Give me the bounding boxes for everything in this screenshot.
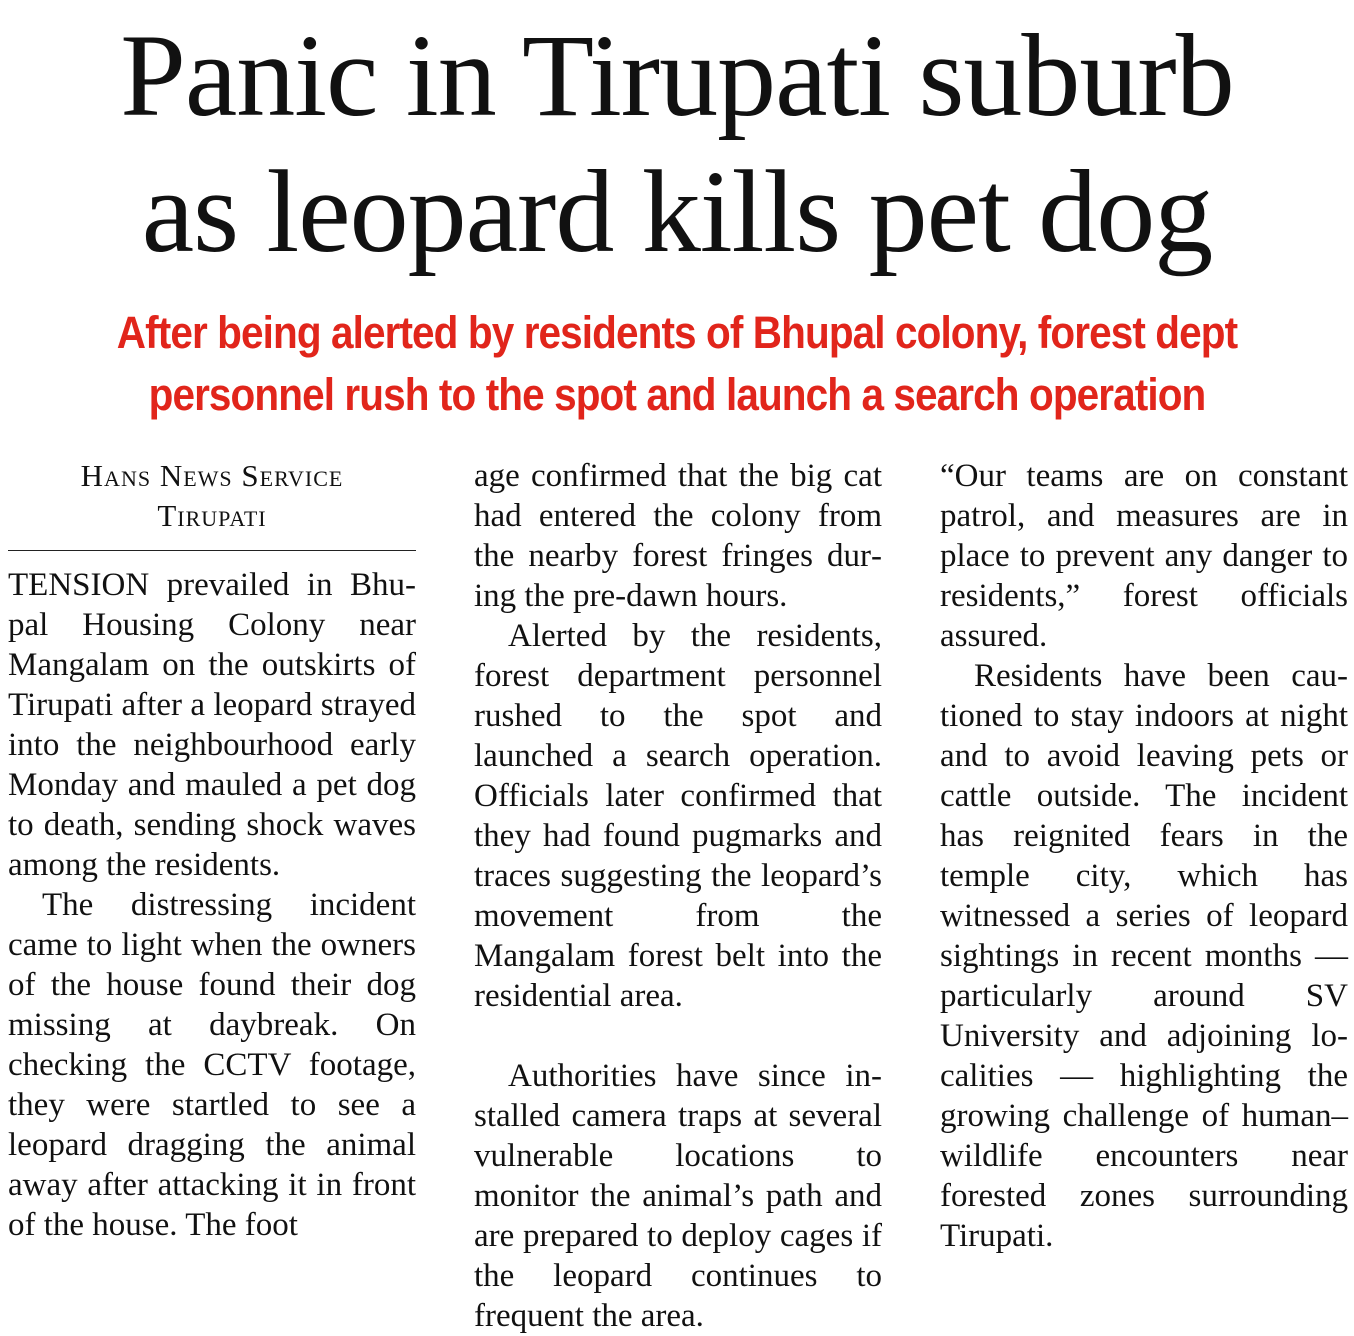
byline-divider: [8, 550, 416, 551]
paragraph-5: Residents have been cautioned to stay indoors at night and to avoid leaving pets or cattle outside. The incident has reignited fears in the temple city, which has witnessed a series of leopard sightings in recent months — particularly around SV University and adjoining localities — highlighting the growing challenge of human–wildlife encounters near forested zones surrounding Tirupati.: [940, 658, 1348, 1254]
article-column-3: [940, 456, 1348, 1256]
subheadline-line-2: personnel rush to the spot and launch a search operation: [148, 369, 1206, 420]
headline-line-2: as leopard kills pet dog: [141, 146, 1213, 277]
headline-line-1: Panic in Tirupati suburb: [120, 10, 1234, 141]
article-column-1: [8, 456, 416, 1245]
paragraph-4-part-2: “Our teams are on constant patrol, and measures are in place to prevent any danger to residents,” forest officials assured.: [940, 458, 1348, 654]
paragraph-1: TENSION prevailed in Bhupal Housing Colony near Mangalam on the outskirts of Tirupati after a leopard strayed into the neighbourhood early Monday and mauled a pet dog to death, sending shock waves among the residents.: [8, 567, 416, 883]
article-column-2: [474, 456, 882, 1336]
paragraph-2-part-2: age confirmed that the big cat had entered the colony from the nearby forest fringes during the pre-dawn hours.: [474, 458, 882, 614]
paragraph-3: Alerted by the residents, forest department personnel rushed to the spot and launched a search operation. Officials later confirmed that they had found pugmarks and traces suggesting the leopard’s movement from the Mangalam forest belt into the residential area.: [474, 618, 882, 1014]
subheadline-line-1: After being alerted by residents of Bhupal colony, forest dept: [116, 307, 1238, 358]
article-headline: [0, 8, 1354, 280]
article-subheadline: [68, 302, 1287, 426]
paragraph-2-part-1: The distressing incident came to light when the owners of the house found their dog missing at daybreak. On checking the CCTV footage, they were startled to see a leopard dragging the animal away after attacking it in front of the house. The foot: [8, 887, 416, 1243]
byline: [8, 456, 416, 536]
paragraph-4-part-1: Authorities have since installed camera traps at several vulnerable locations to monitor the animal’s path and are prepared to deploy cages if the leopard continues to frequent the area.: [474, 1058, 882, 1334]
byline-location: Tirupati: [157, 498, 267, 533]
byline-agency: Hans News Service: [80, 458, 344, 493]
